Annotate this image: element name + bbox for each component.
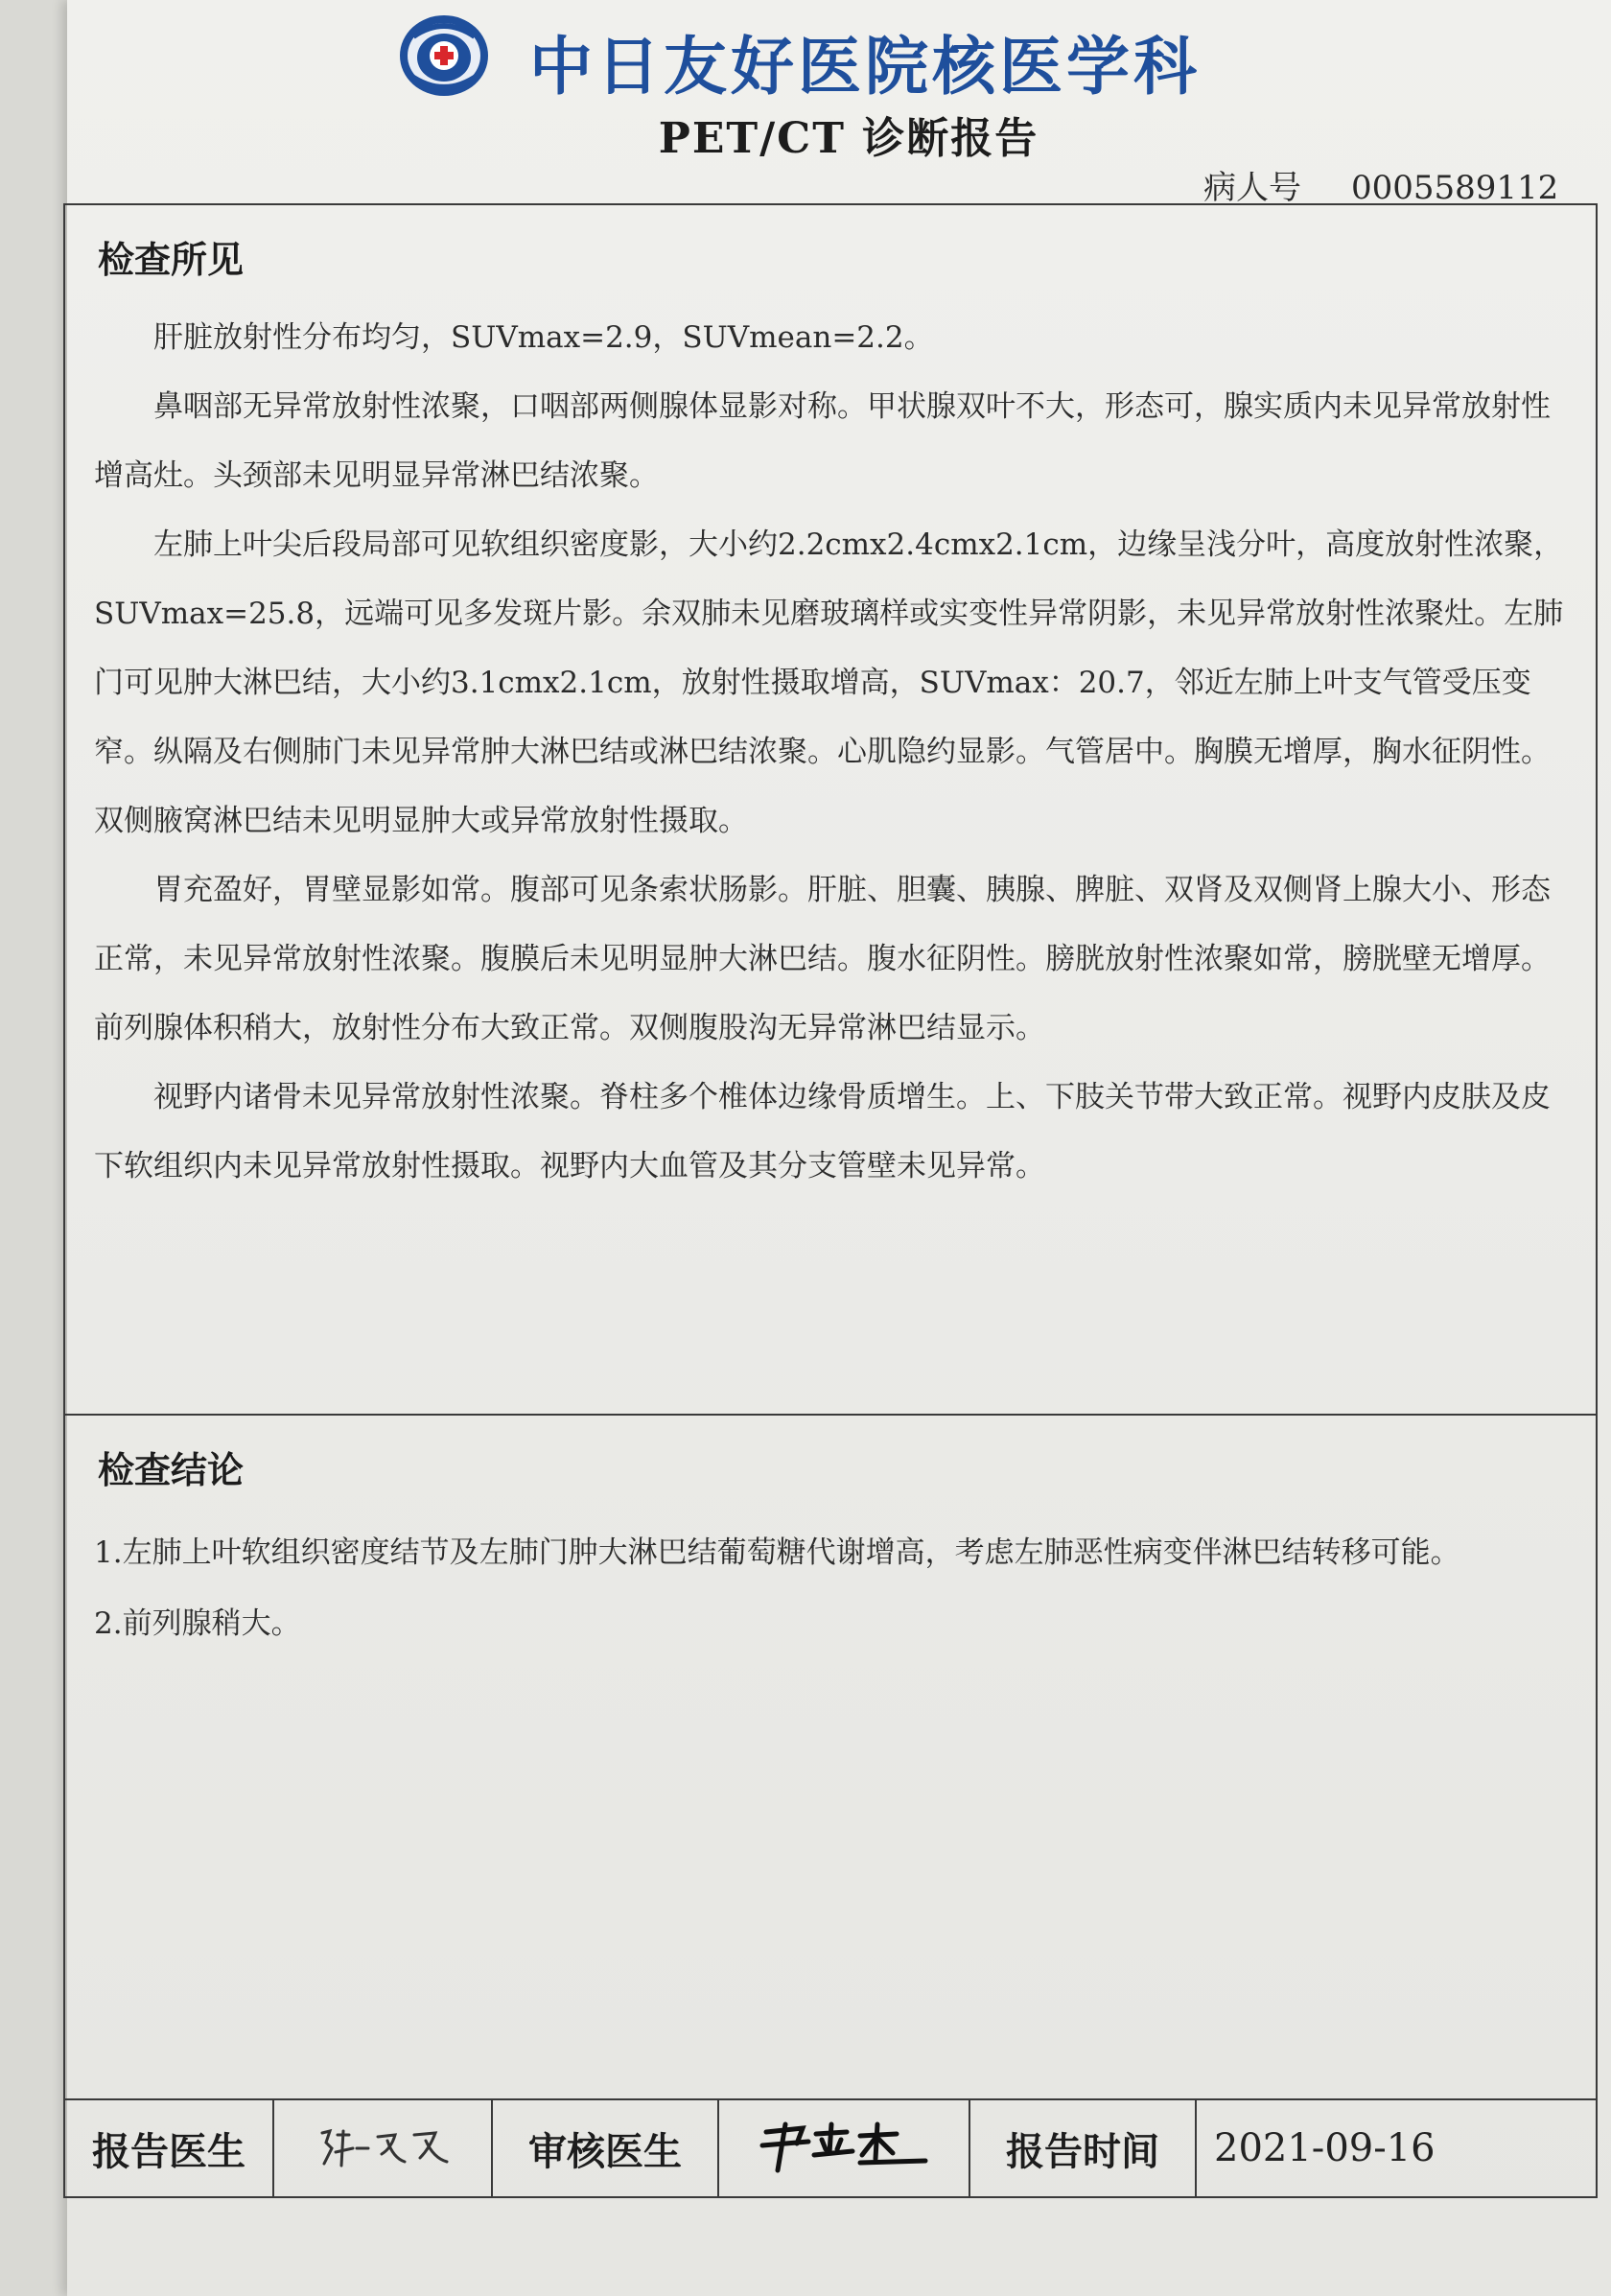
- findings-paragraph: 胃充盈好，胃壁显影如常。腹部可见条索状肠影。肝脏、胆囊、胰腺、脾脏、双肾及双侧肾上腺大小、形态正常，未见异常放射性浓聚。腹膜后未见明显肿大淋巴结。腹水征阴性。膀胱放射性浓聚如常，膀胱壁无增厚。前列腺体积稍大，放射性分布大致正常。双侧腹股沟无异常淋巴结显示。: [94, 873, 1551, 1045]
- hospital-cross-logo-icon: [396, 8, 492, 100]
- findings-body: [94, 303, 1576, 1201]
- report-time-value: 2021-09-16: [1214, 2126, 1436, 2170]
- conclusion-item: 2.前列腺稍大。: [94, 1606, 301, 1641]
- findings-section: [65, 205, 1596, 1416]
- conclusion-item: 1.左肺上叶软组织密度结节及左肺门肿大淋巴结葡萄糖代谢增高，考虑左肺恶性病变伴淋巴结转移可能。: [94, 1535, 1460, 1570]
- findings-paragraph: 视野内诸骨未见异常放射性浓聚。脊柱多个椎体边缘骨质增生。上、下肢关节带大致正常。视野内皮肤及皮下软组织内未见异常放射性摄取。视野内大血管及其分支管壁未见异常。: [94, 1080, 1551, 1183]
- conclusion-title: 检查结论: [98, 1449, 245, 1491]
- findings-paragraph: 鼻咽部无异常放射性浓聚，口咽部两侧腺体显影对称。甲状腺双叶不大，形态可，腺实质内未见异常放射性增高灶。头颈部未见明显异常淋巴结浓聚。: [94, 389, 1551, 493]
- report-doctor-label: 报告医生: [65, 2100, 274, 2196]
- patient-id-label: 病人号: [1203, 169, 1301, 207]
- patient-id: [1203, 161, 1558, 208]
- patient-id-value: 0005589112: [1351, 169, 1559, 207]
- conclusion-body: [94, 1517, 1576, 1659]
- findings-paragraph: 肝脏放射性分布均匀，SUVmax=2.9，SUVmean=2.2。: [153, 320, 934, 355]
- report-title: PET/CT 诊断报告: [658, 114, 1039, 163]
- findings-paragraph: 左肺上叶尖后段局部可见软组织密度影，大小约2.2cmx2.4cmx2.1cm，边缘呈浅分叶，高度放射性浓聚，SUVmax=25.8，远端可见多发斑片影。余双肺未见磨玻璃样或实变性异常阴影，未见异常放射性浓聚灶。左肺门可见肿大淋巴结，大小约3.1cmx2.1cm，放射性摄取增高，SUVmax：20.7，邻近左肺上叶支气管受压变窄。纵隔及右侧肺门未见异常肿大淋巴结或淋巴结浓聚。心肌隐约显影。气管居中。胸膜无增厚，胸水征阴性。双侧腋窝淋巴结未见明显肿大或异常放射性摄取。: [94, 527, 1564, 838]
- conclusion-section: [65, 1416, 1596, 2102]
- signature-table: [63, 2098, 1598, 2198]
- review-doctor-signature: [719, 2100, 970, 2196]
- findings-title: 检查所见: [98, 239, 245, 281]
- review-doctor-label: 审核医生: [493, 2100, 719, 2196]
- report-time-label: 报告时间: [970, 2100, 1197, 2196]
- report-doctor-signature: [274, 2100, 493, 2196]
- hospital-name: 中日友好医院核医学科: [529, 30, 1201, 104]
- report-box: [63, 203, 1598, 2198]
- report-header: [0, 0, 1611, 207]
